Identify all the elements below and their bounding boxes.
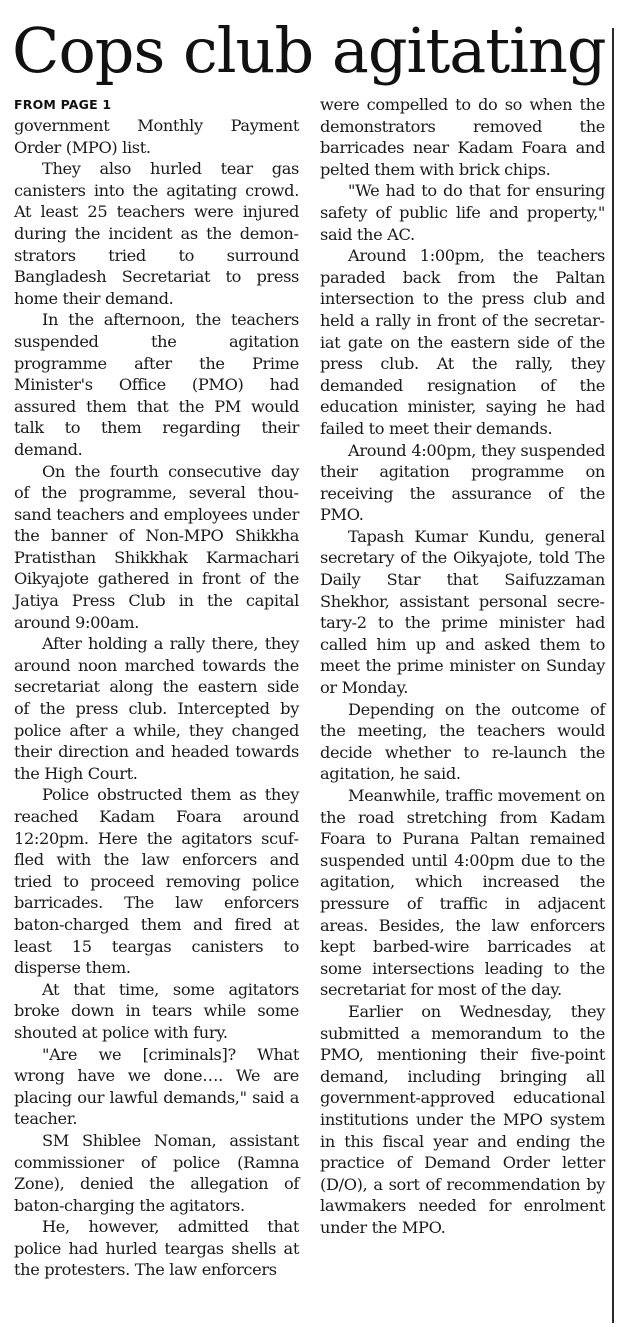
paragraph: Around 1:00pm, the teachers paraded back from the Paltan intersection to the press club and held a rally in front of the secretariat gate on the eastern side of the press club. At the rally, they demanded resignation of the education minister, saying he had failed to meet their demands.: [320, 246, 605, 438]
paragraph: "We had to do that for ensuring safety of public life and property," said the AC.: [320, 181, 605, 244]
paragraph: In the afternoon, the teachers suspended the agitation programme after the Prime Minister's Office (PMO) had assured them that the PM would talk to them regarding their demand.: [14, 310, 299, 459]
paragraph: He, however, admitted that police had hurled teargas shells at the protesters. The law enforcers: [14, 1217, 299, 1280]
column-rule: [612, 28, 614, 1323]
paragraph: Around 4:00pm, they suspended their agitation programme on receiving the assurance of the PMO.: [320, 440, 605, 525]
headline: Cops club agitating: [12, 14, 606, 87]
paragraph: Police obstructed them as they reached Kadam Foara around 12:20pm. Here the agitators scuffled with the law enforcers and tried to proceed removing police barricades. The law enforcers baton-charged them and fired at least 15 teargas canisters to disperse them.: [14, 785, 299, 978]
paragraph: Tapash Kumar Kundu, general secretary of the Oikyajote, told The Daily Star that Saifuzzaman Shekhor, assistant personal secretary-2 to the prime minister had called him up and asked them to meet the prime minister on Sunday or Monday.: [320, 526, 605, 698]
paragraph: At that time, some agitators broke down in tears while some shouted at police with fury.: [14, 979, 299, 1042]
article-column-left: [14, 94, 299, 1281]
paragraph: After holding a rally there, they around noon marched towards the secretariat along the eastern side of the press club. Intercepted by police after a while, they changed their direction and headed towards the High Court.: [14, 634, 299, 783]
paragraph: They also hurled tear gas canisters into the agitating crowd. At least 25 teachers were injured during the incident as the demonstrators tried to surround Bangladesh Secretariat to press home their demand.: [14, 159, 299, 308]
paragraph: Meanwhile, traffic movement on the road stretching from Kadam Foara to Purana Paltan remained suspended until 4:00pm due to the agitation, which increased the pressure of traffic in adjacent areas. Besides, the law enforcers kept barbed-wire barricades at some intersections leading to the secretariat for most of the day.: [320, 786, 605, 1000]
article-column-right: [320, 94, 605, 1238]
paragraph: Depending on the outcome of the meeting, the teachers would decide whether to re-launch the agitation, he said.: [320, 699, 605, 784]
continuation-kicker: FROM PAGE 1: [14, 97, 112, 112]
paragraph: SM Shiblee Noman, assistant commissioner of police (Ramna Zone), denied the allegation of baton-charging the agitators.: [14, 1130, 299, 1215]
paragraph: government Monthly Payment Order (MPO) list.: [14, 116, 299, 157]
paragraph: Earlier on Wednesday, they submitted a memorandum to the PMO, mentioning their five-point demand, including bringing all government-approved educational institutions under the MPO system in this fiscal year and ending the practice of Demand Order letter (D/O), a sort of recommendation by lawmakers needed for enrolment under the MPO.: [320, 1001, 605, 1237]
paragraph: "Are we [criminals]? What wrong have we done…. We are placing our lawful demands," said a teacher.: [14, 1044, 299, 1129]
paragraph: On the fourth consecutive day of the programme, several thousand teachers and employees under the banner of Non-MPO Shikkha Pratisthan Shikkhak Karmachari Oikyajote gathered in front of the Jatiya Press Club in the capital around 9:00am.: [14, 461, 299, 632]
paragraph: were compelled to do so when the demonstrators removed the barricades near Kadam Foara and pelted them with brick chips.: [320, 95, 605, 179]
